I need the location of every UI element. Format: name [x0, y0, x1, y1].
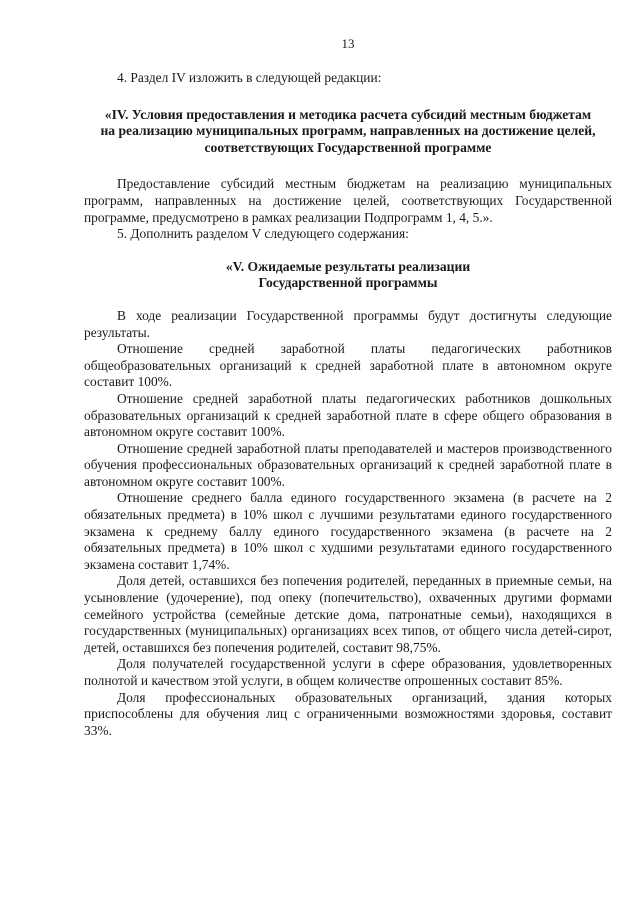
page-number: 13 — [341, 36, 355, 51]
section-4-paragraph: Предоставление субсидий местным бюджетам на реализацию муниципальных программ, направленных на достижение целей, соответствующих Государственной программе, предусмотрено в рамках реализации Подпрограмм 1, 4, 5.». — [84, 176, 612, 225]
item-4-text: 4. Раздел IV изложить в следующей редакции: — [117, 70, 382, 85]
results-paragraph: Отношение среднего балла единого государственного экзамена (в расчете на 2 обязательных предмета) в 10% школ с лучшими результатами единого государственного экзамена к среднему баллу единого государственного экзамена (в расчете на 2 обязательных предмета) в 10% школ с худшими результатами единого государственного экзамена составит 1,74%. — [84, 490, 612, 572]
results-paragraph: Доля детей, оставшихся без попечения родителей, переданных в приемные семьи, на усыновление (удочерение), под опеку (попечительство), охваченных другими формами семейного устройства (семейные детские дома, патронатные семьи), находящихся в государственных (муниципальных) организациях всех типов, от общего числа детей-сирот, детей, оставшихся без попечения родителей, составит 98,75%. — [84, 573, 612, 655]
results-paragraph: Отношение средней заработной платы педагогических работников общеобразовательных организаций к средней заработной плате в автономном округе составит 100%. — [84, 341, 612, 390]
results-paragraph: Отношение средней заработной платы педагогических работников дошкольных образовательных организаций к средней заработной плате в сфере общего образования в автономном округе составит 100%. — [84, 390, 612, 440]
section-4-heading: «IV. Условия предоставления и методика расчета субсидий местным бюджетам на реализацию муниципальных программ, направленных на достижение целей, соответствующих Государственной программе — [100, 106, 596, 155]
section-5-heading — [84, 259, 612, 292]
section-5-heading-line-2: Государственной программы — [258, 275, 438, 291]
item-5-text: 5. Дополнить разделом V следующего содержания: — [117, 226, 409, 242]
results-paragraph: В ходе реализации Государственной программы будут достигнуты следующие результаты. — [84, 307, 612, 340]
section-5-heading-line-1: «V. Ожидаемые результаты реализации — [225, 258, 471, 274]
results-paragraph: Доля профессиональных образовательных организаций, здания которых приспособлены для обучения лиц с ограниченными возможностями здоровья, составит 33%. — [84, 689, 612, 738]
results-paragraph: Доля получателей государственной услуги в сфере образования, удовлетворенных полнотой и качеством этой услуги, в общем количестве опрошенных составит 85%. — [84, 656, 612, 688]
results-paragraph: Отношение средней заработной платы преподавателей и мастеров производственного обучения профессиональных образовательных организаций к средней заработной плате в автономном округе составит 100%. — [84, 440, 612, 489]
